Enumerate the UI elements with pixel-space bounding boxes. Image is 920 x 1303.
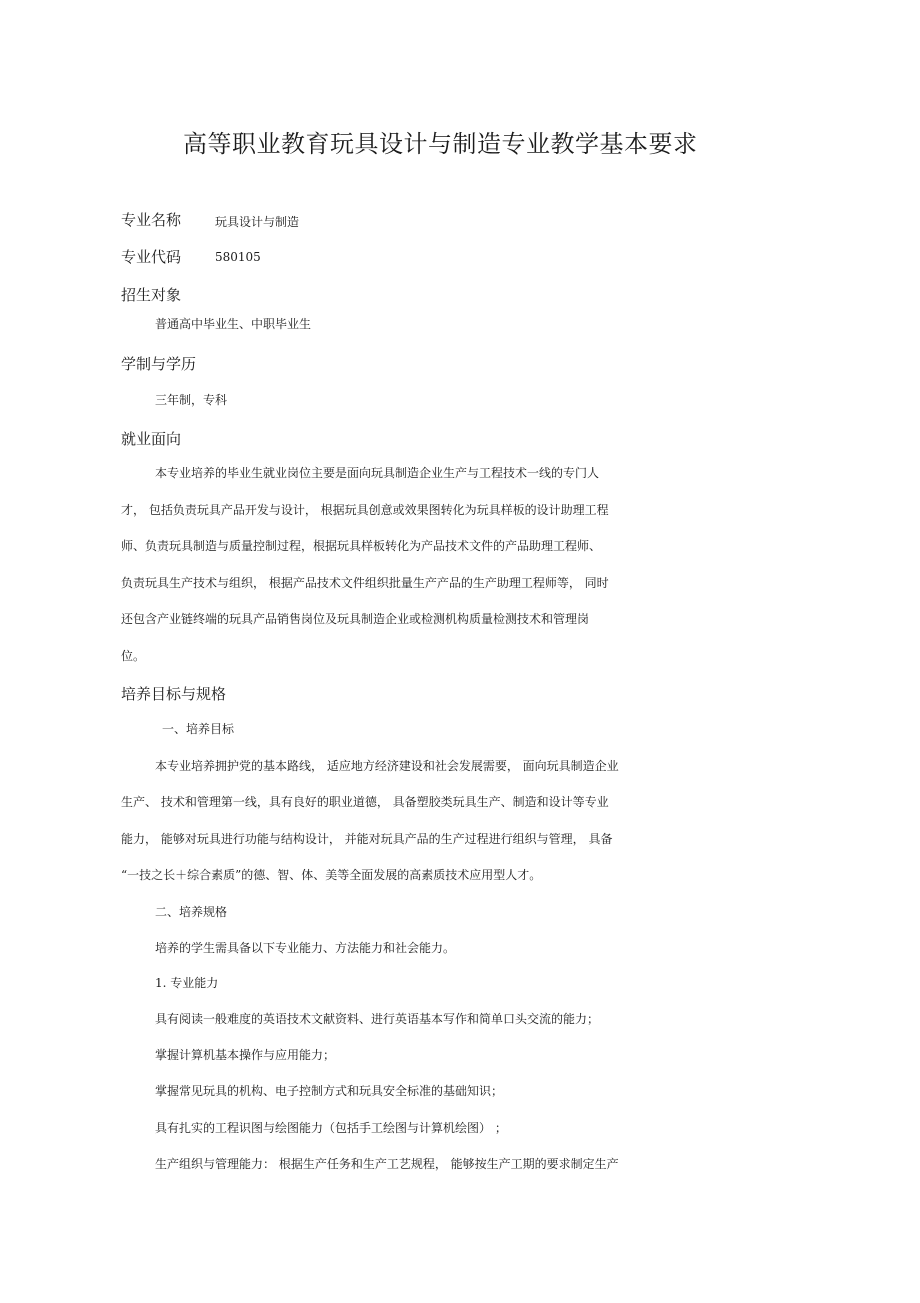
goal-line: “一技之长＋综合素质”的德、智、体、美等全面发展的高素质技术应用型人才。 bbox=[121, 868, 542, 882]
enrollment-heading: 招生对象 bbox=[121, 286, 182, 304]
ability-line: 掌握计算机基本操作与应用能力； bbox=[155, 1048, 336, 1062]
goal-line: 生产、 技术和管理第一线，具有良好的职业道德， 具备塑胶类玩具生产、制造和设计等专业 bbox=[121, 795, 609, 809]
major-code-value: 580105 bbox=[215, 250, 261, 264]
major-name-value: 玩具设计与制造 bbox=[215, 215, 300, 229]
spec-intro: 培养的学生需具备以下专业能力、方法能力和社会能力。 bbox=[155, 941, 456, 955]
ability-line: 生产组织与管理能力： 根据生产任务和生产工艺规程， 能够按生产工期的要求制定生产 bbox=[155, 1157, 619, 1171]
goals-heading: 培养目标与规格 bbox=[121, 685, 227, 703]
enrollment-text: 普通高中毕业生、中职毕业生 bbox=[155, 317, 312, 331]
spec-subheading: 二、培养规格 bbox=[155, 905, 228, 919]
goal-line: 本专业培养拥护党的基本路线， 适应地方经济建设和社会发展需要， 面向玩具制造企业 bbox=[155, 759, 619, 773]
ability-line: 具有阅读一般难度的英语技术文献资料、进行英语基本写作和简单口头交流的能力； bbox=[155, 1012, 600, 1026]
professional-ability-item: 1. 专业能力 bbox=[155, 976, 219, 990]
employment-line: 才， 包括负责玩具产品开发与设计， 根据玩具创意或效果图转化为玩具样板的设计助理工程 bbox=[121, 503, 609, 517]
major-code-label: 专业代码 bbox=[121, 248, 182, 266]
document-title: 高等职业教育玩具设计与制造专业教学基本要求 bbox=[183, 130, 698, 158]
goal-line: 能力， 能够对玩具进行功能与结构设计， 并能对玩具产品的生产过程进行组织与管理， 具备 bbox=[121, 832, 613, 846]
duration-text: 三年制，专科 bbox=[155, 393, 228, 407]
duration-heading: 学制与学历 bbox=[121, 355, 197, 373]
employment-line: 本专业培养的毕业生就业岗位主要是面向玩具制造企业生产与工程技术一线的专门人 bbox=[155, 466, 600, 480]
major-name-label: 专业名称 bbox=[121, 211, 182, 229]
goals-subheading: 一、培养目标 bbox=[162, 722, 235, 736]
ability-line: 掌握常见玩具的机构、电子控制方式和玩具安全标准的基础知识； bbox=[155, 1084, 504, 1098]
employment-line: 负责玩具生产技术与组织， 根据产品技术文件组织批量生产产品的生产助理工程师等， 同时 bbox=[121, 576, 609, 590]
employment-heading: 就业面向 bbox=[121, 430, 182, 448]
employment-line: 师、负责玩具制造与质量控制过程，根据玩具样板转化为产品技术文件的产品助理工程师、 bbox=[121, 539, 602, 553]
employment-line: 位。 bbox=[121, 649, 146, 663]
ability-line: 具有扎实的工程识图与绘图能力（包括手工绘图与计算机绘图） ； bbox=[155, 1121, 507, 1135]
employment-line: 还包含产业链终端的玩具产品销售岗位及玩具制造企业或检测机构质量检测技术和管理岗 bbox=[121, 612, 590, 626]
